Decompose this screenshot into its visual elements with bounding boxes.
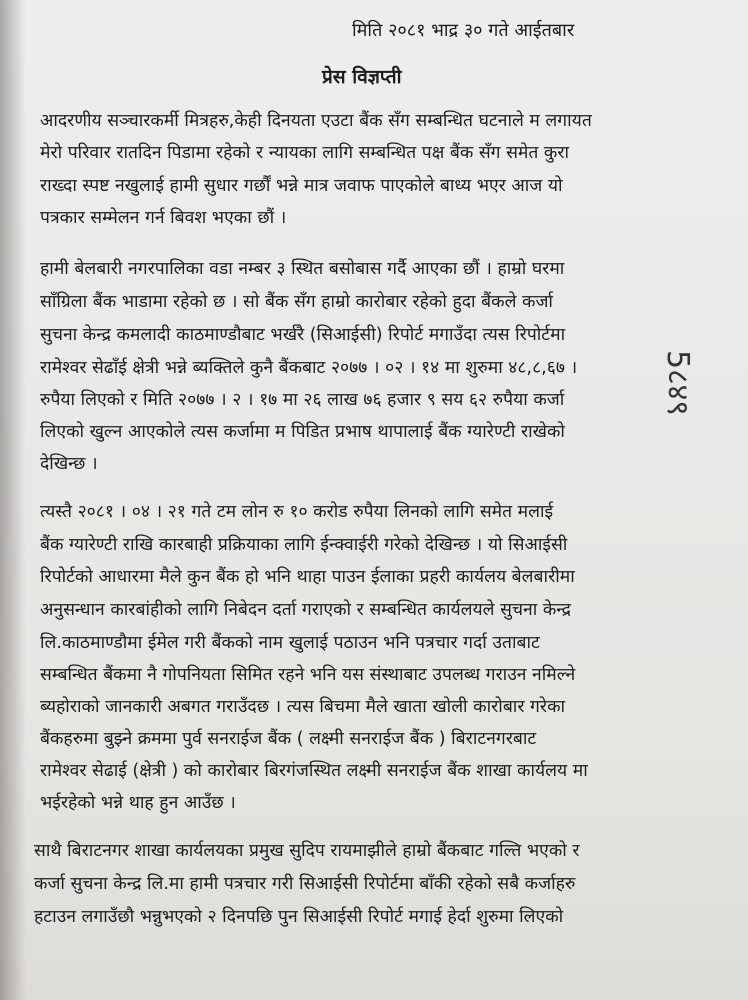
body-line: राख्दा स्पष्ट नखुलाई हामी सुधार गर्छौं भन्ने मात्र जवाफ पाएकोले बाध्य भएर आज यो (40, 176, 563, 196)
body-line: सुचना केन्द्र कमलादी काठमाण्डौबाट भर्खरै (सिआईसी) रिपोर्ट मगाउँदा त्यस रिपोर्टमा (40, 325, 566, 345)
body-line: साथै बिराटनगर शाखा कार्यलयका प्रमुख सुदिप रायमाझीले हाम्रो बैंकबाट गल्ति भएको र (34, 841, 580, 861)
body-line: रामेश्वर सेढाँई क्षेत्री भन्ने ब्यक्तिले कुनै बैंकबाट २०७७ । ०२ । १४ मा शुरुमा ४८,८,६७ । (40, 358, 578, 378)
body-line: लिएको खुल्न आएकोले त्यस कर्जामा म पिडित प्रभाष थापालाई बैंक ग्यारेण्टी राखेको (40, 422, 565, 442)
body-line: साँग्रिला बैंक भाडामा रहेको छ । सो बैंक सँग हाम्रो कारोबार रहेको हुदा बैंकले कर्जा (40, 292, 553, 312)
handwritten-margin-note: 5८४९ (660, 350, 695, 416)
date-line: मिति २०८१ भाद्र ३० गते आईतबार (352, 20, 575, 41)
body-line: देखिन्छ । (40, 454, 98, 474)
body-line: ब्यहोराको जानकारी अबगत गराउँदछ । त्यस बिचमा मैले खाता खोली कारोबार गरेका (40, 697, 566, 717)
body-line: सम्बन्धित बैंकमा नै गोपनियता सिमित रहने भनि यस संस्थाबाट उपलब्ध गराउन नमिल्ने (40, 665, 576, 685)
body-line: बैंक ग्यारेण्टी राखि कारबाही प्रक्रियाका लागि ईन्क्वाईरी गरेको देखिन्छ । यो सिआईसी (40, 535, 568, 555)
body-line: अनुसन्धान कारबांहीको लागि निबेदन दर्ता गराएको र सम्बन्धित कार्यलयले सुचना केन्द्र (40, 600, 571, 620)
body-line: आदरणीय सञ्चारकर्मी मित्रहरु,केही दिनयता एउटा बैंक सँग सम्बन्धित घटनाले म लगायत (40, 111, 592, 131)
body-line: पत्रकार सम्मेलन गर्न बिवश भएका छौं । (40, 208, 287, 228)
body-line: भईरहेको भन्ने थाह हुन आउँछ । (40, 793, 236, 813)
body-line: रुपैया लिएको र मिति २०७७ । २ । १७ मा २६ लाख ७६ हजार ९ सय ६२ रुपैया कर्जा (40, 390, 565, 410)
body-line: रामेश्वर सेढाई (क्षेत्री ) को कारोबार बिरगंजस्थित लक्ष्मी सनराईज बैंक शाखा कार्यलय मा (40, 761, 588, 781)
body-line: हटाउन लगाउँछौ भन्नुभएको २ दिनपछि पुन सिआईसी रिपोर्ट मगाई हेर्दा शुरुमा लिएको (34, 907, 564, 927)
body-line: कर्जा सुचना केन्द्र लि.मा हामी पत्रचार गरी सिआईसी रिपोर्टमा बाँकी रहेको सबै कर्जाहरु (34, 874, 576, 894)
body-line: रिपोर्टको आधारमा मैले कुन बैंक हो भनि थाहा पाउन ईलाका प्रहरी कार्यलय बेलबारीमा (40, 567, 575, 587)
document-title: प्रेस विज्ञप्ती (322, 66, 402, 88)
body-line: मेरो परिवार रातदिन पिडामा रहेको र न्यायका लागि सम्बन्धित पक्ष बैंक सँग समेत कुरा (40, 143, 570, 163)
body-line: हामी बेलबारी नगरपालिका वडा नम्बर ३ स्थित बसोबास गर्दै आएका छौं । हाम्रो घरमा (40, 259, 565, 279)
body-line: लि.काठमाण्डौमा ईमेल गरी बैंकको नाम खुलाई पठाउन भनि पत्रचार गर्दा उताबाट (40, 633, 540, 653)
body-line: त्यस्तै २०८१ । ०४ । २१ गते टम लोन रु १० करोड रुपैया लिनको लागि समेत मलाई (40, 502, 554, 522)
body-line: बैंकहरुमा बुझ्ने क्रममा पुर्व सनराईज बैंक ( लक्ष्मी सनराईज बैंक ) बिराटनगरबाट (40, 729, 537, 749)
page-edge-shadow (0, 0, 26, 1000)
